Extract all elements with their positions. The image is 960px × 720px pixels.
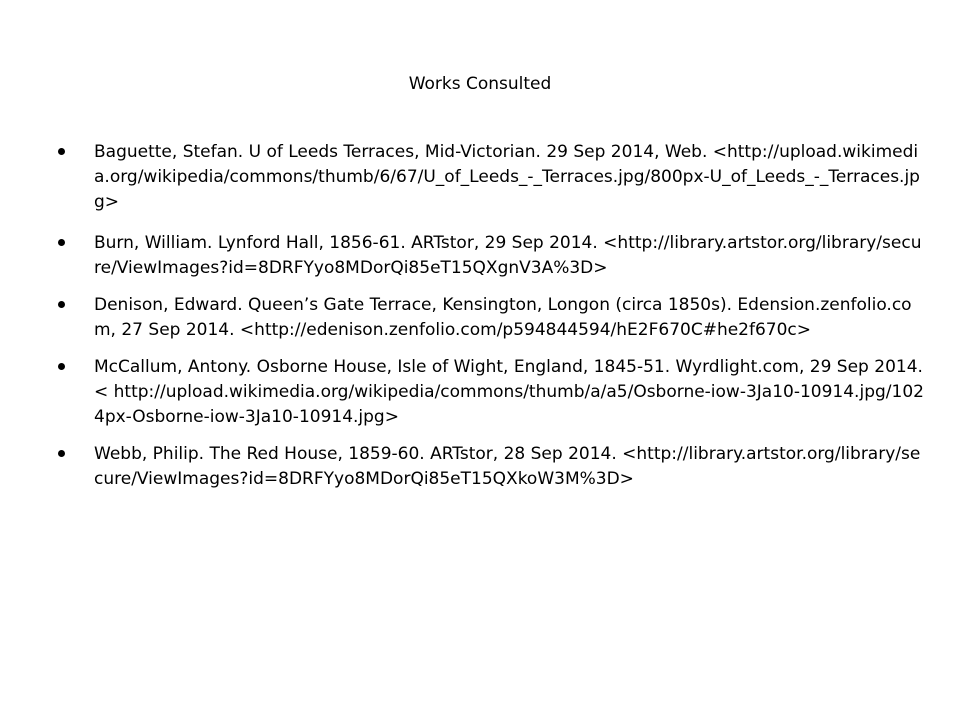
reference-list bbox=[48, 140, 928, 504]
reference-item bbox=[48, 140, 928, 215]
reference-text: Burn, William. Lynford Hall, 1856-61. ARTstor, 29 Sep 2014. <http://library.artstor.org/library/secure/ViewImages?id=8DRFYyo8MDorQi85eT15QXgnV3A%3D> bbox=[94, 233, 922, 278]
bullet-icon bbox=[58, 450, 65, 457]
bullet-icon bbox=[58, 148, 65, 155]
bullet-icon bbox=[58, 363, 65, 370]
slide-title: Works Consulted bbox=[408, 74, 552, 94]
bullet-icon bbox=[58, 301, 65, 308]
reference-item bbox=[48, 355, 928, 430]
reference-text: Baguette, Stefan. U of Leeds Terraces, Mid-Victorian. 29 Sep 2014, Web. <http://upload.wikimedia.org/wikipedia/commons/thumb/6/67/U_of_Leeds_-_Terraces.jpg/800px-U_of_Leeds_-_Terraces.jpg> bbox=[94, 142, 920, 212]
reference-text: Denison, Edward. Queen’s Gate Terrace, Kensington, Longon (circa 1850s). Edension.zenfolio.com, 27 Sep 2014. <http://edenison.zenfolio.com/p594844594/hE2F670C#he2f670c> bbox=[94, 295, 912, 340]
reference-item bbox=[48, 231, 928, 281]
bullet-icon bbox=[58, 239, 65, 246]
reference-item bbox=[48, 442, 928, 492]
reference-item bbox=[48, 293, 928, 343]
reference-text: Webb, Philip. The Red House, 1859-60. ARTstor, 28 Sep 2014. <http://library.artstor.org/library/secure/ViewImages?id=8DRFYyo8MDorQi85eT15QXkoW3M%3D> bbox=[94, 444, 921, 489]
reference-text: McCallum, Antony. Osborne House, Isle of Wight, England, 1845-51. Wyrdlight.com, 29 Sep 2014. < http://upload.wikimedia.org/wikipedia/commons/thumb/a/a5/Osborne-iow-3Ja10-10914.jpg/1024px-Osborne-iow-3Ja10-10914.jpg> bbox=[94, 357, 924, 427]
